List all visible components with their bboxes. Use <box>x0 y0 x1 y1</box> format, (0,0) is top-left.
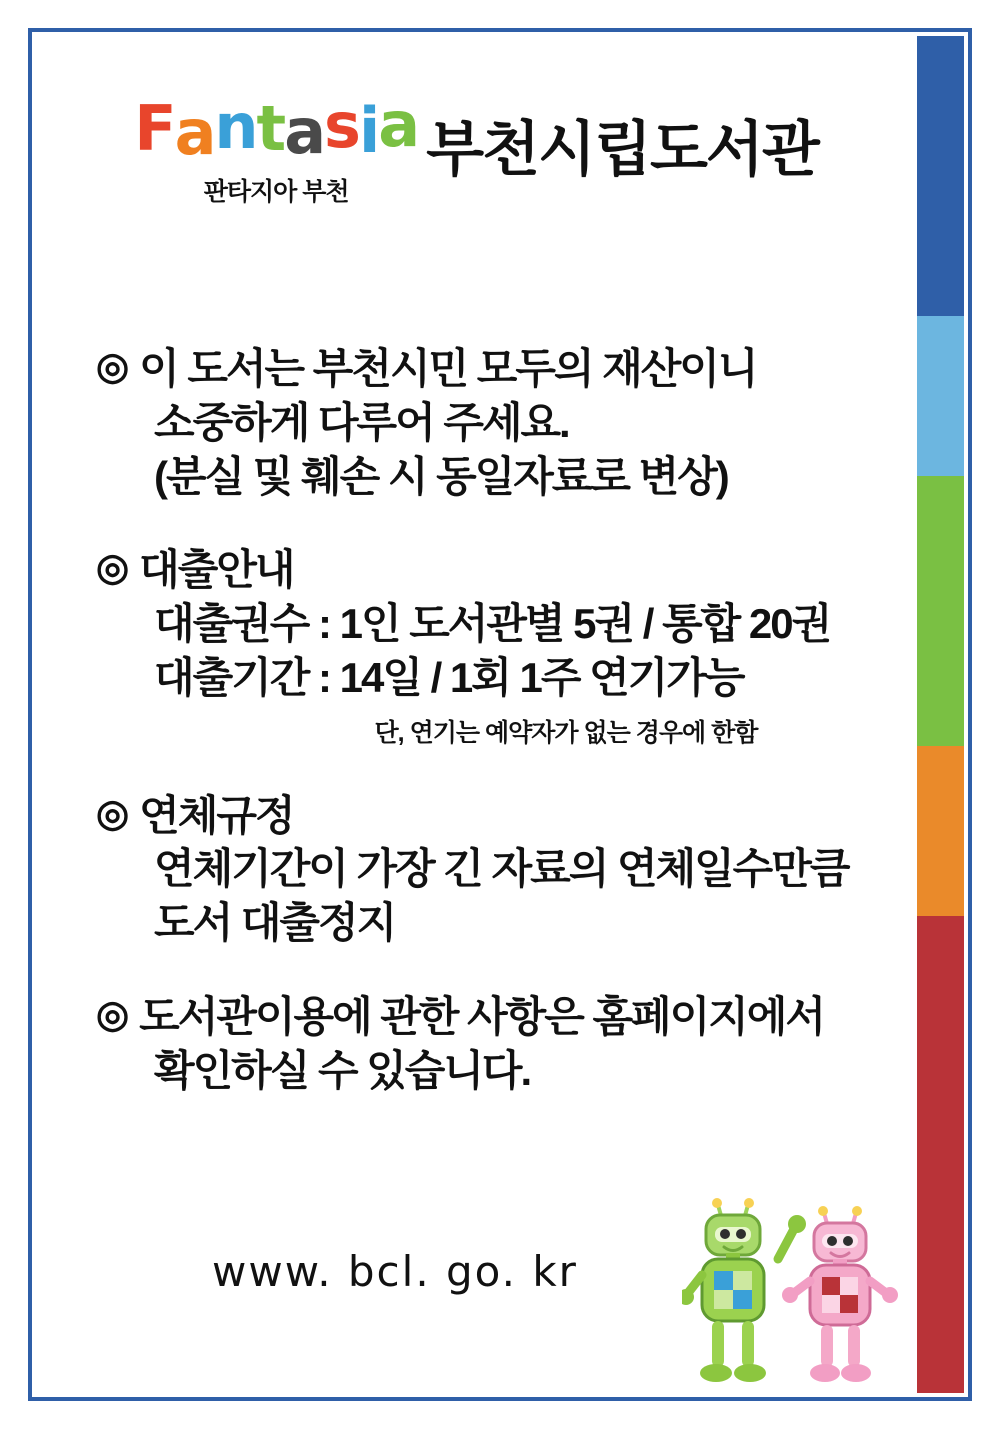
loan-extension-note: 단, 연기는 예약자가 없는 경우에 한함 <box>374 718 758 747</box>
section-heading <box>96 543 916 597</box>
section-text: 대출기간 : 14일 / 1회 1주 연기가능 <box>154 653 744 701</box>
section-heading-text: 대출안내 <box>139 546 294 594</box>
stripe-segment-orange <box>917 746 964 916</box>
section-heading-text: 연체규정 <box>139 791 294 839</box>
website-url[interactable]: www. bcl. go. kr <box>212 1247 578 1296</box>
logo-letter-a3: a <box>378 88 419 161</box>
stripe-segment-lightblue <box>917 316 964 476</box>
section-line <box>96 842 916 896</box>
section-loan-guide <box>96 543 916 748</box>
color-stripe <box>917 36 964 1393</box>
section-heading <box>96 789 916 843</box>
section-line <box>96 396 916 450</box>
fantasia-logo <box>126 88 426 208</box>
section-text: 도서관이용에 관한 사항은 홈페이지에서 <box>139 992 824 1040</box>
section-line <box>96 990 916 1044</box>
section-line <box>96 450 916 504</box>
section-text: 도서 대출정지 <box>154 899 396 946</box>
section-line <box>96 342 916 396</box>
bullet-icon: ◎ <box>96 993 128 1036</box>
logo-subtitle: 판타지아 부천 <box>203 178 349 206</box>
logo-letter-t: t <box>256 92 285 165</box>
bullet-icon: ◎ <box>96 346 128 388</box>
section-line <box>96 651 916 705</box>
logo-letter-F: F <box>134 92 175 165</box>
stripe-segment-green <box>917 476 964 746</box>
section-line <box>96 597 916 651</box>
logo-letter-n: n <box>214 90 257 163</box>
stripe-segment-blue <box>917 36 964 316</box>
poster-header <box>32 88 912 206</box>
logo-letter-s: s <box>324 89 359 162</box>
section-care-notice <box>96 342 916 503</box>
section-text: 연체기간이 가장 긴 자료의 연체일수만큼 <box>154 845 849 893</box>
page-title: 부천시립도서관 <box>426 116 818 183</box>
poster-body <box>96 342 916 1137</box>
logo-letter-a1: a <box>174 96 215 169</box>
fantasia-wordmark <box>126 88 426 169</box>
logo-letter-a2: a <box>284 95 325 168</box>
section-text: 이 도서는 부천시민 모두의 재산이니 <box>139 345 757 392</box>
section-text: 소중하게 다루어 주세요. <box>154 398 569 446</box>
section-website-info <box>96 990 916 1098</box>
section-text: (분실 및 훼손 시 동일자료로 변상) <box>154 452 728 500</box>
section-text: 대출권수 : 1인 도서관별 5권 / 통합 20권 <box>154 600 831 647</box>
poster-frame <box>28 28 972 1401</box>
logo-letter-i: i <box>358 94 379 167</box>
section-line <box>96 896 916 950</box>
stripe-segment-red <box>917 916 964 1393</box>
bullet-icon: ◎ <box>96 792 128 835</box>
mascot-illustration <box>682 1197 912 1412</box>
bullet-icon: ◎ <box>96 547 128 590</box>
section-overdue-rules <box>96 789 916 950</box>
section-text: 확인하실 수 있습니다. <box>154 1046 531 1094</box>
section-line <box>96 1044 916 1098</box>
